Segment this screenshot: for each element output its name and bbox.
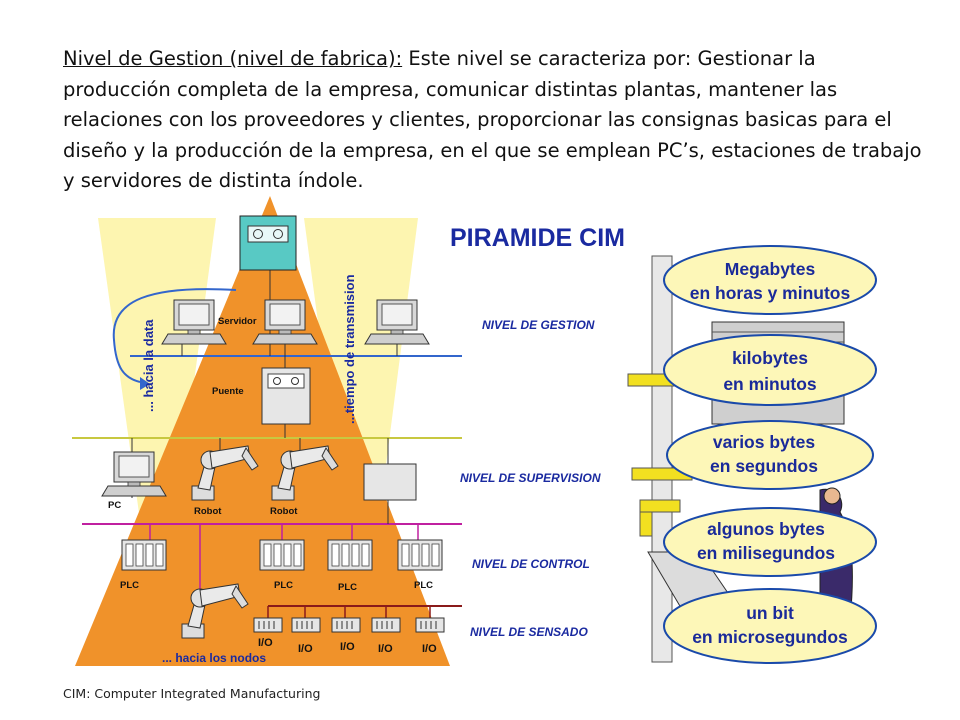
terminal-top <box>240 216 296 270</box>
footer-note: CIM: Computer Integrated Manufacturing <box>63 686 321 701</box>
plc-3 <box>328 540 372 570</box>
supervision-terminal <box>364 464 416 500</box>
io-box-1 <box>254 618 282 632</box>
plc-label-1: PLC <box>120 580 139 591</box>
io-box-5 <box>416 618 444 632</box>
servidor-label: Servidor <box>218 316 257 327</box>
bubble-1-line1: Megabytes <box>724 259 816 279</box>
io-label-4: I/O <box>378 643 393 655</box>
puente-device <box>262 368 310 424</box>
io-label-3: I/O <box>340 641 355 653</box>
plc-4 <box>398 540 442 570</box>
diagram-title: PIRAMIDE CIM <box>450 224 625 252</box>
level-control: NIVEL DE CONTROL <box>472 557 590 571</box>
robot-label-left: Robot <box>194 506 222 517</box>
io-label-1: I/O <box>258 637 273 649</box>
bubble-5-line2: en microsegundos <box>692 627 848 647</box>
bubble-1-line2: en horas y minutos <box>689 283 851 303</box>
level-gestion: NIVEL DE GESTION <box>482 318 595 332</box>
robot-label-right: Robot <box>270 506 298 517</box>
intro-body: Este nivel se caracteriza por: Gestionar la producción completa de la empresa, comunicar distintas plantas, mantener las relaciones con los proveedores y clientes, proporcionar las consignas basicas para el diseño y la producción de la empresa, en el que se emplean PC’s, estaciones de trabajo y servidores de distinta índole. <box>63 47 922 192</box>
io-box-4 <box>372 618 400 632</box>
bubble-4-line2: en milisegundos <box>696 543 836 563</box>
io-label-5: I/O <box>422 643 437 655</box>
level-sensado: NIVEL DE SENSADO <box>470 625 588 639</box>
bubble-5 <box>664 589 876 663</box>
io-box-2 <box>292 618 320 632</box>
io-label-2: I/O <box>298 643 313 655</box>
puente-label: Puente <box>212 386 244 397</box>
bubble-1 <box>664 246 876 314</box>
bubble-4 <box>664 508 876 576</box>
plc-2 <box>260 540 304 570</box>
level-supervision: NIVEL DE SUPERVISION <box>460 471 601 485</box>
plc-label-4: PLC <box>414 580 433 591</box>
plc-label-2: PLC <box>274 580 293 591</box>
plc-label-3: PLC <box>338 582 357 593</box>
bubble-3-line1: varios bytes <box>712 432 816 452</box>
right-arrow-label: ...tiempo de transmision <box>342 274 357 424</box>
plc-1 <box>122 540 166 570</box>
bubble-4-line1: algunos bytes <box>707 519 825 539</box>
bubble-2-line1: kilobytes <box>732 348 808 368</box>
bottom-nodes-label: ... hacia los nodos <box>162 651 267 665</box>
bubble-2 <box>664 335 876 405</box>
pc-label: PC <box>108 500 122 511</box>
bubble-2-line2: en minutos <box>723 374 817 394</box>
bubble-3 <box>667 421 873 489</box>
left-arrow-label: ... hacia la data <box>141 319 156 412</box>
io-box-3 <box>332 618 360 632</box>
intro-heading: Nivel de Gestion (nivel de fabrica): <box>63 47 403 70</box>
bubble-5-line1: un bit <box>746 603 794 623</box>
bubble-3-line2: en segundos <box>710 456 818 476</box>
